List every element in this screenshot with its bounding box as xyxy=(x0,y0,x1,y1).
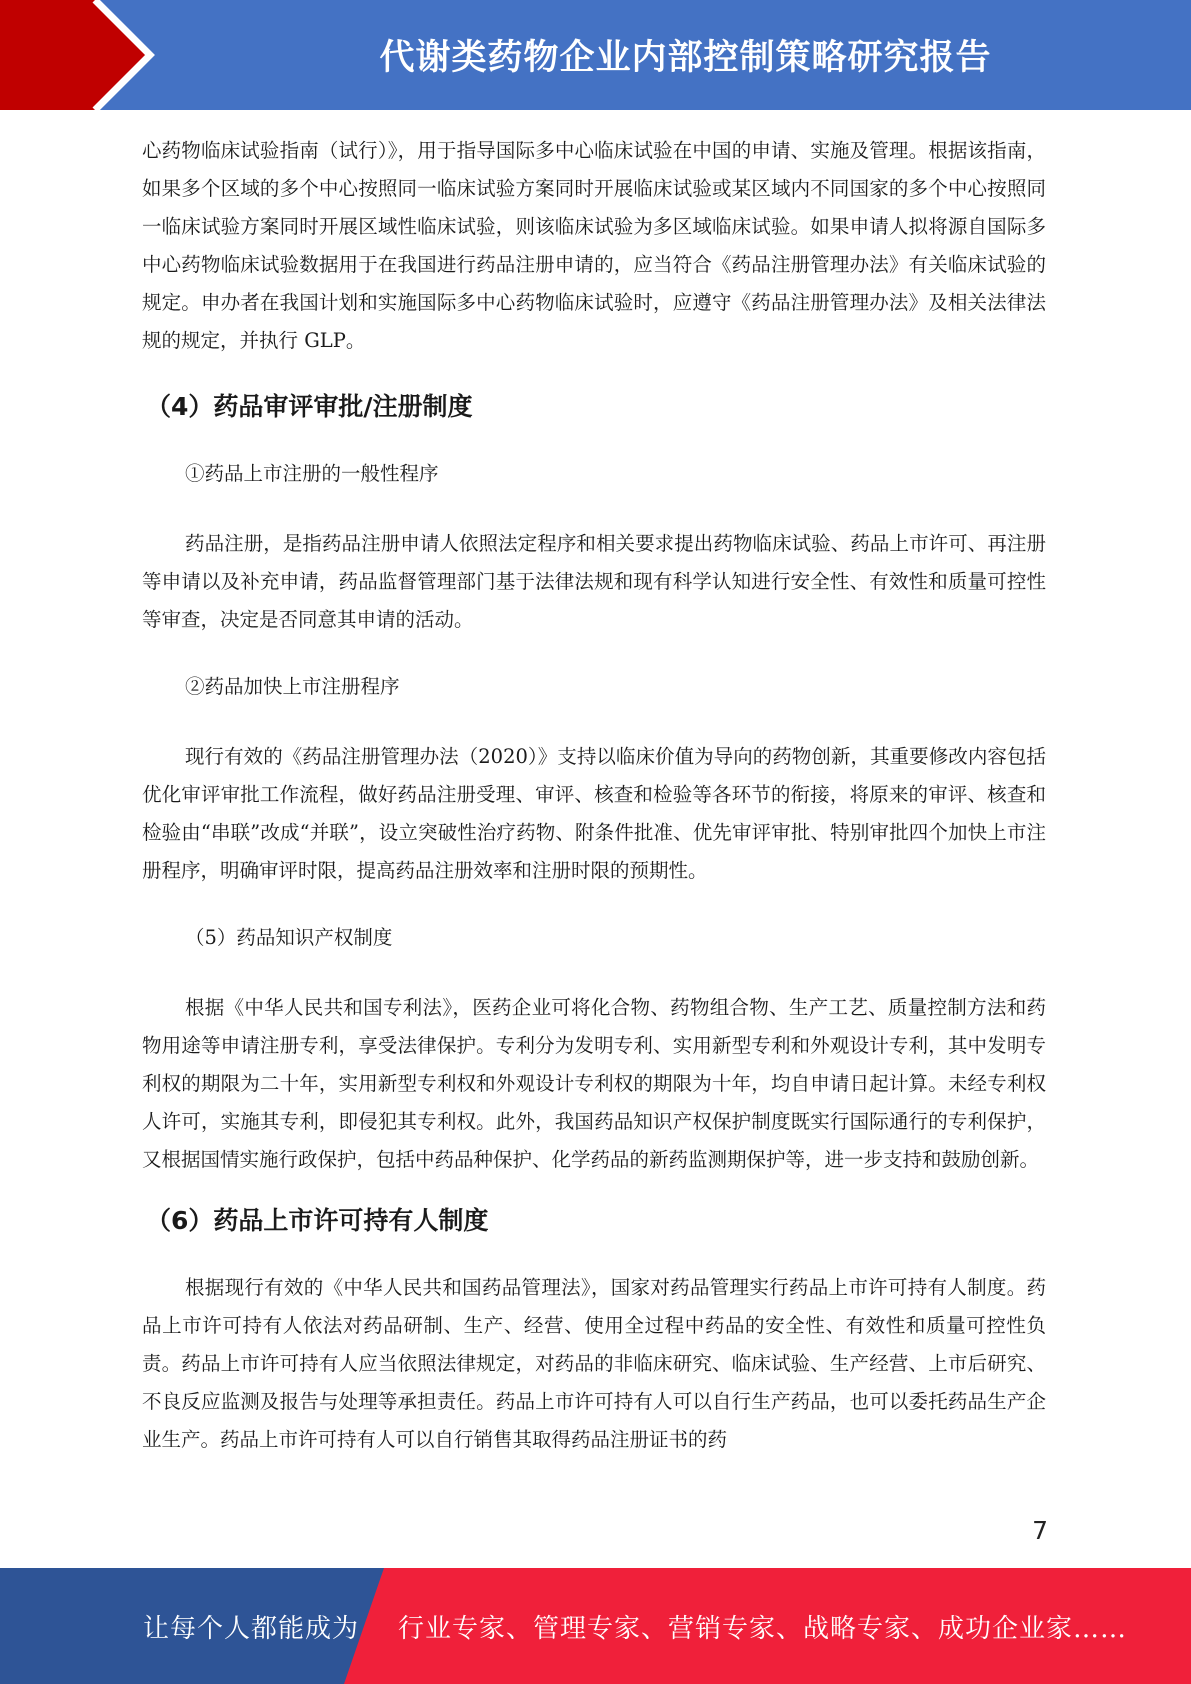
header-chevron-decoration xyxy=(0,0,160,110)
paragraph-patent-law: 根据《中华人民共和国专利法》，医药企业可将化合物、药物组合物、生产工艺、质量控制方法和药物用途等申请注册专利，享受法律保护。专利分为发明专利、实用新型专利和外观设计专利，其中发明专利权的期限为二十年，实用新型专利权和外观设计专利权的期限为十年，均自申请日起计算。未经专利权人许可，实施其专利，即侵犯其专利权。此外，我国药品知识产权保护制度既实行国际通行的专利保护，又根据国情实施行政保护，包括中药品种保护、化学药品的新药监测期保护等，进一步支持和鼓励创新。 xyxy=(142,996,1046,1171)
section-heading-mah-system: （6）药品上市许可持有人制度 xyxy=(146,1206,489,1235)
document-body xyxy=(142,132,1046,1459)
subheading-accelerated-procedure: ②药品加快上市注册程序 xyxy=(185,675,400,698)
paragraph-mah-system: 根据现行有效的《中华人民共和国药品管理法》，国家对药品管理实行药品上市许可持有人制度。药品上市许可持有人依法对药品研制、生产、经营、使用全过程中药品的安全性、有效性和质量可控性负责。药品上市许可持有人应当依照法律规定，对药品的非临床研究、临床试验、生产经营、上市后研究、不良反应监测及报告与处理等承担责任。药品上市许可持有人可以自行生产药品，也可以委托药品生产企业生产。药品上市许可持有人可以自行销售其取得药品注册证书的药 xyxy=(142,1276,1046,1451)
footer-slogan-left: 让每个人都能成为 xyxy=(143,1613,360,1644)
paragraph-drug-registration: 药品注册，是指药品注册申请人依照法定程序和相关要求提出药物临床试验、药品上市许可、再注册等申请以及补充申请，药品监督管理部门基于法律法规和现有科学认知进行安全性、有效性和质量可控性等审查，决定是否同意其申请的活动。 xyxy=(142,532,1046,631)
subheading-general-procedure: ①药品上市注册的一般性程序 xyxy=(185,462,439,485)
page-footer xyxy=(0,1568,1191,1684)
section-heading-review-approval: （4）药品审评审批/注册制度 xyxy=(146,392,473,421)
subheading-intellectual-property: （5）药品知识产权制度 xyxy=(185,926,393,949)
page-header xyxy=(0,0,1191,110)
paragraph-multiregional-trials: 心药物临床试验指南（试行）》，用于指导国际多中心临床试验在中国的申请、实施及管理。根据该指南，如果多个区域的多个中心按照同一临床试验方案同时开展临床试验或某区域内不同国家的多个中心按照同一临床试验方案同时开展区域性临床试验，则该临床试验为多区域临床试验。如果申请人拟将源自国际多中心药物临床试验数据用于在我国进行药品注册申请的，应当符合《药品注册管理办法》有关临床试验的规定。申办者在我国计划和实施国际多中心药物临床试验时，应遵守《药品注册管理办法》及相关法律法规的规定，并执行 GLP。 xyxy=(142,139,1046,352)
footer-slogan-right: 行业专家、管理专家、营销专家、战略专家、成功企业家…… xyxy=(398,1613,1128,1644)
page-number: 7 xyxy=(1032,1516,1048,1545)
paragraph-registration-measures: 现行有效的《药品注册管理办法（2020）》支持以临床价值为导向的药物创新，其重要修改内容包括优化审评审批工作流程，做好药品注册受理、审评、核查和检验等各环节的衔接，将原来的审评、核查和检验由“串联”改成“并联”，设立突破性治疗药物、附条件批准、优先审评审批、特别审批四个加快上市注册程序，明确审评时限，提高药品注册效率和注册时限的预期性。 xyxy=(142,745,1046,882)
report-title: 代谢类药物企业内部控制策略研究报告 xyxy=(379,38,992,78)
